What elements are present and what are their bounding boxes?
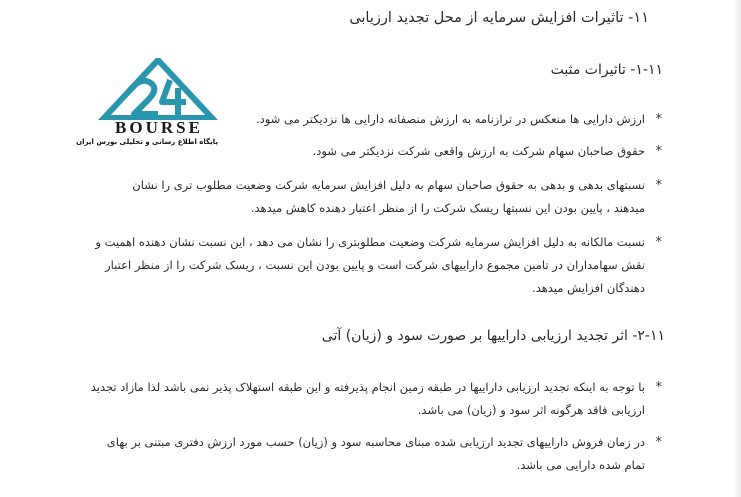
- bullet-item: [85, 376, 662, 422]
- bourse24-logo: [76, 58, 218, 154]
- bullet-text: با توجه به اینکه تجدید ارزیابی داراییها در طبقه زمین انجام پذیرفته و این طبقه استهلاک پذیر نمی باشد لذا مازاد تجدید ارزیابی فاقد هرگونه اثر سود و (زیان) می باشد.: [90, 380, 645, 417]
- bourse24-emblem-icon: [98, 58, 218, 120]
- bullet-item: [85, 431, 662, 477]
- bullet-text: حقوق صاحبان سهام شرکت به ارزش واقعی شرکت نزدیکتر می شود.: [312, 144, 645, 158]
- bullet-star-icon: *: [655, 435, 662, 450]
- bullet-star-icon: *: [655, 380, 662, 395]
- bullet-text: در زمان فروش داراییهای تجدید ارزیابی شده مبنای محاسبه سود و (زیان) حسب مورد ارزش دفتری مبتنی بر بهای تمام شده دارایی می باشد.: [106, 435, 645, 472]
- bullet-item: [85, 231, 662, 300]
- page-edge-shadow: [733, 0, 741, 497]
- bullet-text: ارزش دارایی ها منعکس در ترازنامه به ارزش منصفانه دارایی ها نزدیکتر می شود.: [255, 112, 645, 126]
- bullet-text: نسبتهای بدهی و بدهی به حقوق صاحبان سهام به دلیل افزایش سرمایه شرکت وضعیت مطلوب تری را نشان میدهند ، پایین بودن این نسبتها ریسک شرکت را از منظر اعتبار دهنده کاهش میدهد.: [132, 178, 645, 215]
- logo-wordmark: BOURSE: [115, 118, 203, 137]
- bullet-item: [225, 140, 662, 163]
- bullet-item: [225, 108, 662, 131]
- bullet-text: نسبت مالکانه به دلیل افزایش سرمایه شرکت وضعیت مطلوبتری را نشان می دهد ، این نسبت نشان دهنده اهمیت و نقش سهامداران در تامین مجموع داراییهای شرکت است و پایین بودن این نسبت ، ریسک شرکت را از منظر اعتبار دهندگان افزایش میدهد.: [95, 235, 645, 295]
- bullet-star-icon: *: [655, 144, 662, 159]
- bullet-item: [115, 174, 662, 220]
- section-heading-11: ۱۱- تاثیرات افزایش سرمایه از محل تجدید ارزیابی: [349, 10, 649, 26]
- subsection-heading-11-1: ۱-۱۱- تاثیرات مثبت: [550, 62, 663, 78]
- bullet-star-icon: *: [655, 235, 662, 250]
- bullet-star-icon: *: [655, 178, 662, 193]
- logo-tagline: پایگاه اطلاع رسانی و تحلیلی بورس ایران: [76, 138, 218, 146]
- bullet-star-icon: *: [655, 112, 662, 127]
- subsection-heading-11-2: ۲-۱۱- اثر تجدید ارزیابی داراییها بر صورت سود و (زیان) آتی: [321, 328, 665, 344]
